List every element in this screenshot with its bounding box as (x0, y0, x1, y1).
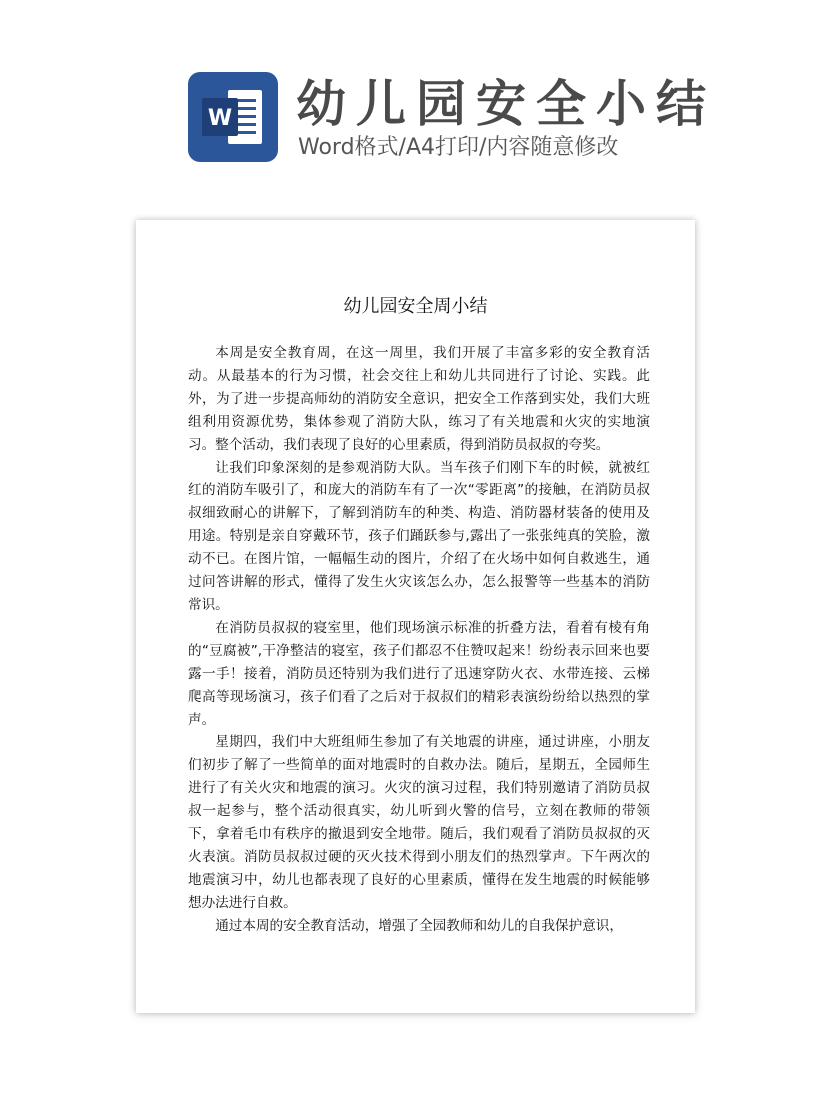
document-paragraph: 让我们印象深刻的是参观消防大队。当车孩子们刚下车的时候，就被红红的消防车吸引了，和庞大的消防车有了一次“零距离”的接触，在消防员叔叔细致耐心的讲解下，了解到消防车的种类、构造、消防器材装备的使用及用途。特别是亲自穿戴环节，孩子们踊跃参与,露出了一张张纯真的笑脸，激动不已。在图片馆，一幅幅生动的图片，介绍了在火场中如何自救逃生，通过问答讲解的形式，懂得了发生火灾该怎么办，怎么报警等一些基本的消防常识。 (188, 459, 650, 613)
header-subtitle: Word格式/A4打印/内容随意修改 (298, 135, 619, 160)
word-document-icon (188, 72, 278, 162)
document-body (188, 342, 650, 938)
document-paragraph: 通过本周的安全教育活动，增强了全园教师和幼儿的自我保护意识， (215, 917, 623, 934)
document-title: 幼儿园安全周小结 (343, 296, 488, 317)
document-paragraph: 在消防员叔叔的寝室里，他们现场演示标准的折叠方法，看着有棱有角的“豆腐被”,干净整洁的寝室，孩子们都忍不住赞叹起来！纷纷表示回来也要露一手！接着，消防员还特别为我们进行了迅速穿防火衣、水带连接、云梯爬高等现场演习，孩子们看了之后对于叔叔们的精彩表演纷纷给以热烈的掌声。 (188, 619, 650, 728)
document-paragraph: 星期四，我们中大班组师生参加了有关地震的讲座，通过讲座，小朋友们初步了解了一些简单的面对地震时的自救办法。随后，星期五，全园师生进行了有关火灾和地震的演习。火灾的演习过程，我们特别邀请了消防员叔叔一起参与，整个活动很真实，幼儿听到火警的信号，立刻在教师的带领下，拿着毛巾有秩序的撤退到安全地带。随后，我们观看了消防员叔叔的灭火表演。消防员叔叔过硬的灭火技术得到小朋友们的热烈掌声。下午两次的地震演习中，幼儿也都表现了良好的心里素质，懂得在发生地震的时候能够想办法进行自救。 (188, 734, 650, 911)
word-icon-letter: W (207, 106, 233, 131)
document-page (136, 220, 695, 1013)
header-title: 幼儿园安全小结 (296, 75, 716, 133)
header-banner (188, 72, 748, 164)
document-paragraph: 本周是安全教育周，在这一周里，我们开展了丰富多彩的安全教育活动。从最基本的行为习惯，社会交往上和幼儿共同进行了讨论、实践。此外，为了进一步提高师幼的消防安全意识，把安全工作落到实处，我们大班组利用资源优势，集体参观了消防大队，练习了有关地震和火灾的实地演习。整个活动，我们表现了良好的心里素质，得到消防员叔叔的夸奖。 (188, 345, 650, 453)
